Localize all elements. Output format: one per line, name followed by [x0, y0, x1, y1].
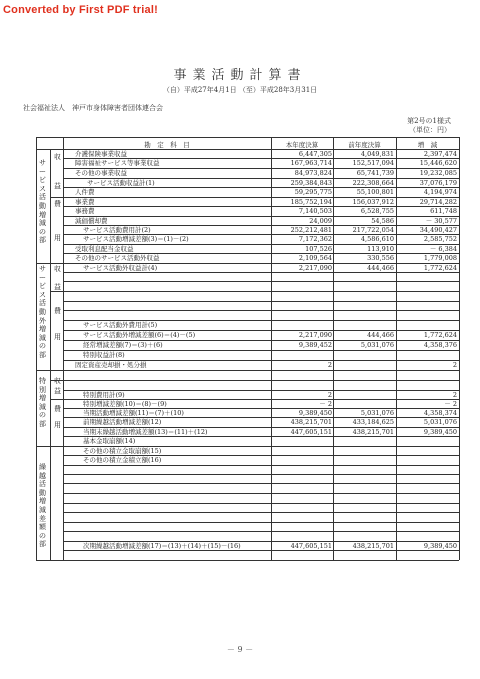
row-value-diff: 4,358,376 — [423, 340, 457, 349]
row-label: 次期繰越活動増減差額(17)＝(13)＋(14)＋(15)－(16) — [83, 541, 241, 550]
row-label: 障害福祉サービス等事業収益 — [75, 158, 160, 167]
watermark-text: Converted by First PDF trial! — [3, 4, 158, 16]
row-value-diff: 1,772,624 — [423, 263, 457, 272]
row-value-diff: 34,490,427 — [419, 225, 457, 234]
row-value-diff: 1,779,008 — [423, 253, 457, 262]
row-label: 人件費 — [75, 187, 95, 196]
row-value-prior: 6,528,755 — [360, 206, 394, 215]
sublabel-nonservice-income-1: 収 — [54, 265, 61, 273]
row-value-current: 24,009 — [309, 216, 332, 225]
sublabel-special-income-1: 収 — [54, 377, 61, 385]
sublabel-nonservice-cost-1: 費 — [54, 307, 61, 315]
row-label: 基本金取崩額(14) — [83, 436, 136, 445]
row-value-current: 185,752,194 — [290, 197, 332, 206]
row-value-prior: 438,215,701 — [352, 427, 394, 436]
row-value-current: 2,109,564 — [298, 253, 332, 262]
sublabel-nonservice-income-2: 益 — [54, 283, 61, 291]
row-value-prior: 438,215,701 — [352, 541, 394, 550]
row-value-diff: 611,748 — [430, 206, 457, 215]
row-value-current: 6,447,305 — [298, 149, 332, 158]
row-label: サービス活動費用計(2) — [83, 225, 151, 234]
row-value-diff: 15,446,620 — [419, 158, 457, 167]
row-value-diff: 5,031,076 — [423, 417, 457, 426]
sublabel-special-cost-1: 費 — [54, 405, 61, 413]
sublabel-special-income-2: 益 — [54, 387, 61, 395]
row-value-current: 2,217,090 — [298, 263, 332, 272]
row-label: 固定資産売却損・処分損 — [75, 360, 147, 369]
row-value-current: 167,963,714 — [290, 158, 332, 167]
row-value-current: 9,389,450 — [298, 408, 332, 417]
row-rule — [63, 493, 459, 494]
row-value-diff: 1,772,624 — [423, 330, 457, 339]
row-label: サービス活動外費用計(5) — [83, 320, 158, 329]
row-value-current: 107,526 — [305, 244, 332, 253]
row-label: サービス活動増減差額(3)＝(1)－(2) — [83, 234, 189, 243]
row-rule — [63, 310, 459, 311]
row-value-diff: － 2 — [444, 399, 457, 408]
sublabel-special-cost-2: 用 — [54, 421, 61, 429]
row-rule — [63, 560, 459, 561]
row-value-current: 7,172,362 — [298, 234, 332, 243]
header-current: 本年度決算 — [285, 141, 319, 149]
row-label: サービス活動外増減差額(6)＝(4)－(5) — [83, 330, 196, 339]
row-value-diff: 37,076,179 — [419, 178, 457, 187]
row-value-diff: 2 — [452, 360, 457, 369]
section-service: サービス活動増減の部 — [39, 159, 46, 245]
row-label: 事業費 — [75, 197, 95, 206]
row-label: その他のサービス活動外収益 — [75, 253, 160, 262]
row-rule — [63, 380, 459, 381]
row-value-current: 7,140,503 — [298, 206, 332, 215]
row-value-current: 447,605,151 — [290, 427, 332, 436]
row-label: 前期繰越活動増減差額(12) — [83, 417, 162, 426]
row-label: 減価償却費 — [75, 216, 108, 225]
row-rule — [63, 465, 459, 466]
row-value-prior: 5,031,076 — [360, 408, 394, 417]
row-value-prior: 152,517,094 — [352, 158, 394, 167]
row-value-diff: 9,389,450 — [423, 427, 457, 436]
header-prior: 前年度決算 — [348, 141, 381, 149]
table-border — [36, 137, 37, 560]
row-rule — [63, 522, 459, 523]
section-special: 特別増減の部 — [39, 377, 46, 428]
row-rule — [63, 474, 459, 475]
row-rule — [63, 531, 459, 532]
row-value-prior: 113,910 — [367, 244, 394, 253]
row-value-prior: 217,722,054 — [352, 225, 394, 234]
page-number: － 9 － — [226, 645, 254, 654]
row-label: 特別費用計(9) — [83, 390, 125, 399]
section-nonservice: サービス活動外増減の部 — [39, 265, 46, 359]
row-label: サービス活動収益計(1) — [87, 178, 155, 187]
row-rule — [63, 483, 459, 484]
column-rule — [63, 137, 64, 560]
row-label: 特別増減差額(10)＝(8)－(9) — [83, 399, 167, 408]
row-value-diff: － 30,577 — [425, 216, 457, 225]
row-value-prior: 433,184,625 — [352, 417, 394, 426]
sublabel-nonservice-cost-2: 用 — [54, 333, 61, 341]
table-border — [459, 137, 460, 560]
sublabel-income-1: 収 — [54, 153, 61, 161]
form-label: 第2号の1様式 — [407, 117, 451, 125]
fiscal-period: （自）平成27年4月1日 （至）平成28年3月31日 — [162, 86, 318, 94]
row-value-current: 2,217,090 — [298, 330, 332, 339]
row-value-diff: 29,714,282 — [419, 197, 457, 206]
row-value-current: 84,973,824 — [294, 168, 332, 177]
row-value-current: 252,212,481 — [290, 225, 332, 234]
row-rule — [63, 281, 459, 282]
row-rule — [63, 512, 459, 513]
row-label: 経常増減差額(7)＝(3)＋(6) — [83, 340, 163, 349]
row-value-diff: 2,397,474 — [423, 149, 457, 158]
row-value-diff: 19,232,085 — [419, 168, 457, 177]
row-rule — [63, 291, 459, 292]
row-value-current: 9,389,452 — [298, 340, 332, 349]
row-value-diff: 2,585,752 — [423, 234, 457, 243]
row-label: その他の積立金積立額(16) — [83, 455, 162, 464]
row-label: 当期活動増減差額(11)＝(7)＋(10) — [83, 408, 184, 417]
row-label: 介護保険事業収益 — [75, 149, 127, 158]
sublabel-cost-2: 用 — [54, 234, 61, 242]
row-value-current: － 2 — [319, 399, 332, 408]
sublabel-cost-1: 費 — [54, 200, 61, 208]
row-value-current: 438,215,701 — [290, 417, 332, 426]
row-label: サービス活動外収益計(4) — [83, 263, 158, 272]
section-carryover: 繰越活動増減差額の部 — [39, 463, 46, 549]
row-value-prior: 156,037,912 — [352, 197, 394, 206]
unit-label: （単位：円） — [409, 126, 451, 134]
row-value-current: 2 — [327, 360, 332, 369]
row-value-prior: 4,586,610 — [360, 234, 394, 243]
row-label: 特別収益計(8) — [83, 350, 125, 359]
organization-name: 社会福祉法人 神戸市身体障害者団体連合会 — [23, 104, 163, 112]
row-value-current: 447,605,151 — [290, 541, 332, 550]
row-value-prior: 444,466 — [367, 330, 394, 339]
row-value-diff: － 6,384 — [429, 244, 457, 253]
row-rule — [63, 370, 459, 371]
row-value-prior: 54,586 — [371, 216, 394, 225]
row-value-prior: 222,308,664 — [352, 178, 394, 187]
row-value-diff: 4,358,374 — [423, 408, 457, 417]
row-value-prior: 55,100,801 — [356, 187, 394, 196]
row-rule — [63, 301, 459, 302]
row-label: 当期末繰越活動増減差額(13)＝(11)＋(12) — [83, 427, 208, 436]
row-value-diff: 9,389,450 — [423, 541, 457, 550]
row-value-prior: 330,556 — [367, 253, 394, 262]
column-rule — [50, 149, 51, 560]
row-value-current: 59,295,775 — [294, 187, 332, 196]
row-rule — [63, 503, 459, 504]
row-value-prior: 5,031,076 — [360, 340, 394, 349]
statement-table — [36, 137, 459, 560]
row-value-diff: 2 — [452, 390, 457, 399]
row-value-diff: 4,194,974 — [423, 187, 457, 196]
row-label: 受取利息配当金収益 — [75, 244, 134, 253]
row-label: その他の積立金取崩額(15) — [83, 446, 162, 455]
sublabel-income-2: 益 — [54, 182, 61, 190]
row-value-prior: 4,049,831 — [360, 149, 394, 158]
row-value-current: 259,384,843 — [290, 178, 332, 187]
row-value-prior: 444,466 — [367, 263, 394, 272]
row-value-current: 2 — [327, 390, 332, 399]
row-label: その他の事業収益 — [75, 168, 127, 177]
document-title: 事業活動計算書 — [173, 68, 307, 83]
header-item: 勘 定 科 目 — [144, 141, 190, 149]
row-value-prior: 65,741,739 — [356, 168, 394, 177]
row-label: 事務費 — [75, 206, 95, 215]
header-diff: 増 減 — [417, 141, 438, 149]
